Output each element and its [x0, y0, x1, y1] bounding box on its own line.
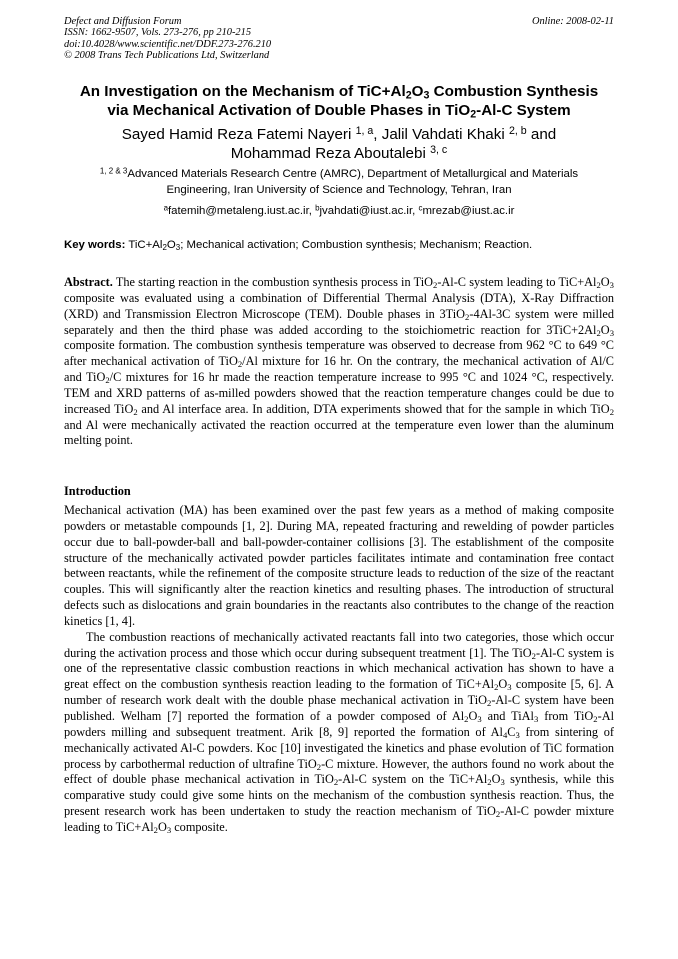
- keywords-label: Key words:: [64, 239, 126, 251]
- abstract: Abstract. The starting reaction in the combustion synthesis process in TiO$_2$-Al-C system leading to $TiC+Al_2O_3$ composite was evaluated using a combination of Differential Thermal Analysis (DTA), X-Ray Diffraction (XRD) and Transmission Electron Microscope (TEM). Double phases in 3TiO$_2$-4Al-3C system were milled separately and then the third phase was added according to the stoichiometric reaction for $3TiC+2Al_2O_3$ composite formation. The combustion synthesis temperature was observed to decrease from 962 °C to 649 °C after mechanical activation of TiO$_2$/Al mixture for 16 hr. On the contrary, the mechanical activation of Al/C and TiO$_2$/C mixtures for 16 hr made the reaction temperature increase to 995 °C and 1024 °C, respectively. TEM and XRD patterns of as-milled powders showed that the reaction temperature changes could be due to increased TiO$_2$ and Al interface area. In addition, DTA experiments showed that for the sample in which TiO$_2$ and Al were mechanically activated the reaction occurred at the temperature even lower than the aluminum melting point.: [64, 275, 615, 448]
- keywords: Key words: $TiC+Al_2O_3$; Mechanical activation; Combustion synthesis; Mechanism; Reaction.: [64, 239, 533, 252]
- author-list: [50, 125, 628, 163]
- issn-line: ISSN: 1662-9507, Vols. 273-276, pp 210-215: [64, 27, 252, 39]
- journal-header: [64, 16, 614, 61]
- intro-paragraph-2: The combustion reactions of mechanically activated reactants fall into two categories, those which occur during the activation process and those which occur during subsequent treatment [1]. The TiO$_2$-Al-C system is one of the representative classic combustion reactions in which mechanical activation has shown to have a great effect on the combustion synthesis reaction leading to the formation of $TiC+Al_2O_3$ composite [5, 6]. A number of research work dealt with the double phase mechanical activation in TiO$_2$-Al-C system have been published. Welham [7] reported the formation of a powder composed of $Al_2O_3$ and TiAl$_3$ from TiO$_2$-Al powders milling and subsequent treatment. Arik [8, 9] reported the formation of $Al_4C_3$ from sintering of mechanically activated Al-C powders. Koc [10] investigated the kinetics and phase evolution of TiC formation process by carbothermal reduction of ultrafine TiO$_2$-C mixture. However, the authors found no work about the effect of double phase mechanical activation in TiO$_2$-Al-C system on the $TiC+Al_2O_3$ synthesis, while this comparative study could give some hints on the mechanism of the combustion synthesis reaction. Thus, the present research work has been undertaken to study the reaction mechanism of TiO$_2$-Al-C powder mixture leading to $TiC+Al_2O_3$ composite.: [64, 629, 615, 836]
- intro-paragraph-1: Mechanical activation (MA) has been examined over the past few years as a method of making composite powders or metastable compounds [1, 2]. During MA, repeated fracturing and rewelding of powder particles occur due to ball-powder-ball and ball-powder-container collisions [3]. The establishment of the composite structure of the mechanically activated powder particles facilitates intimate and contamination free contact between reactants, while the refinement of the composite structure leads to reduction of the size of the reactant couples. This will significantly alter the reaction kinetics and resulting phases. The introduction of structural defects such as dislocations and grain boundaries in the reactants also contributes to the change of the reaction kinetics [1, 4].: [64, 503, 614, 628]
- abstract-label: Abstract.: [64, 275, 113, 289]
- title-line-2: via Mechanical Activation of Double Phases in TiO$_2$-Al-C System: [107, 102, 571, 121]
- title-line-1: An Investigation on the Mechanism of $TiC+Al_2O_3$ Combustion Synthesis: [79, 83, 599, 102]
- authors-line-2: Mohammad Reza Aboutalebi $^{3, c}$: [230, 144, 448, 162]
- journal-name: Defect and Diffusion Forum: [64, 16, 182, 27]
- authors-line-1: Sayed Hamid Reza Fatemi Nayeri $^{1, a}$, Jalil Vahdati Khaki $^{2, b}$ and: [121, 125, 557, 143]
- email-c[interactable]: mrezab@iust.ac.ir: [422, 205, 515, 217]
- email-a[interactable]: fatemih@metaleng.iust.ac.ir,: [168, 205, 316, 217]
- introduction-heading: Introduction: [64, 484, 131, 498]
- email-b[interactable]: jvahdati@iust.ac.ir,: [319, 205, 419, 217]
- doi-line: doi:10.4028/www.scientific.net/DDF.273-276.210: [64, 38, 272, 50]
- author-3: Mohammad Reza Aboutalebi: [230, 145, 426, 162]
- author-emails: $^a$fatemih@metaleng.iust.ac.ir, $^b$jvahdati@iust.ac.ir, $^c$mrezab@iust.ac.ir: [163, 203, 515, 217]
- paper-title: [50, 82, 628, 120]
- author-1: Sayed Hamid Reza Fatemi Nayeri: [121, 126, 352, 143]
- introduction-body: [64, 503, 614, 836]
- online-date: Online: 2008-02-11: [531, 16, 614, 27]
- affiliation: $^{1, 2 \& 3}$Advanced Materials Research Centre (AMRC), Department of Metallurgical and Materials Engineering, Iran University of Science and Technology, Tehran, Iran: [99, 166, 579, 196]
- copyright-line: © 2008 Trans Tech Publications Ltd, Switzerland: [64, 49, 270, 61]
- author-2: , Jalil Vahdati Khaki: [373, 126, 505, 143]
